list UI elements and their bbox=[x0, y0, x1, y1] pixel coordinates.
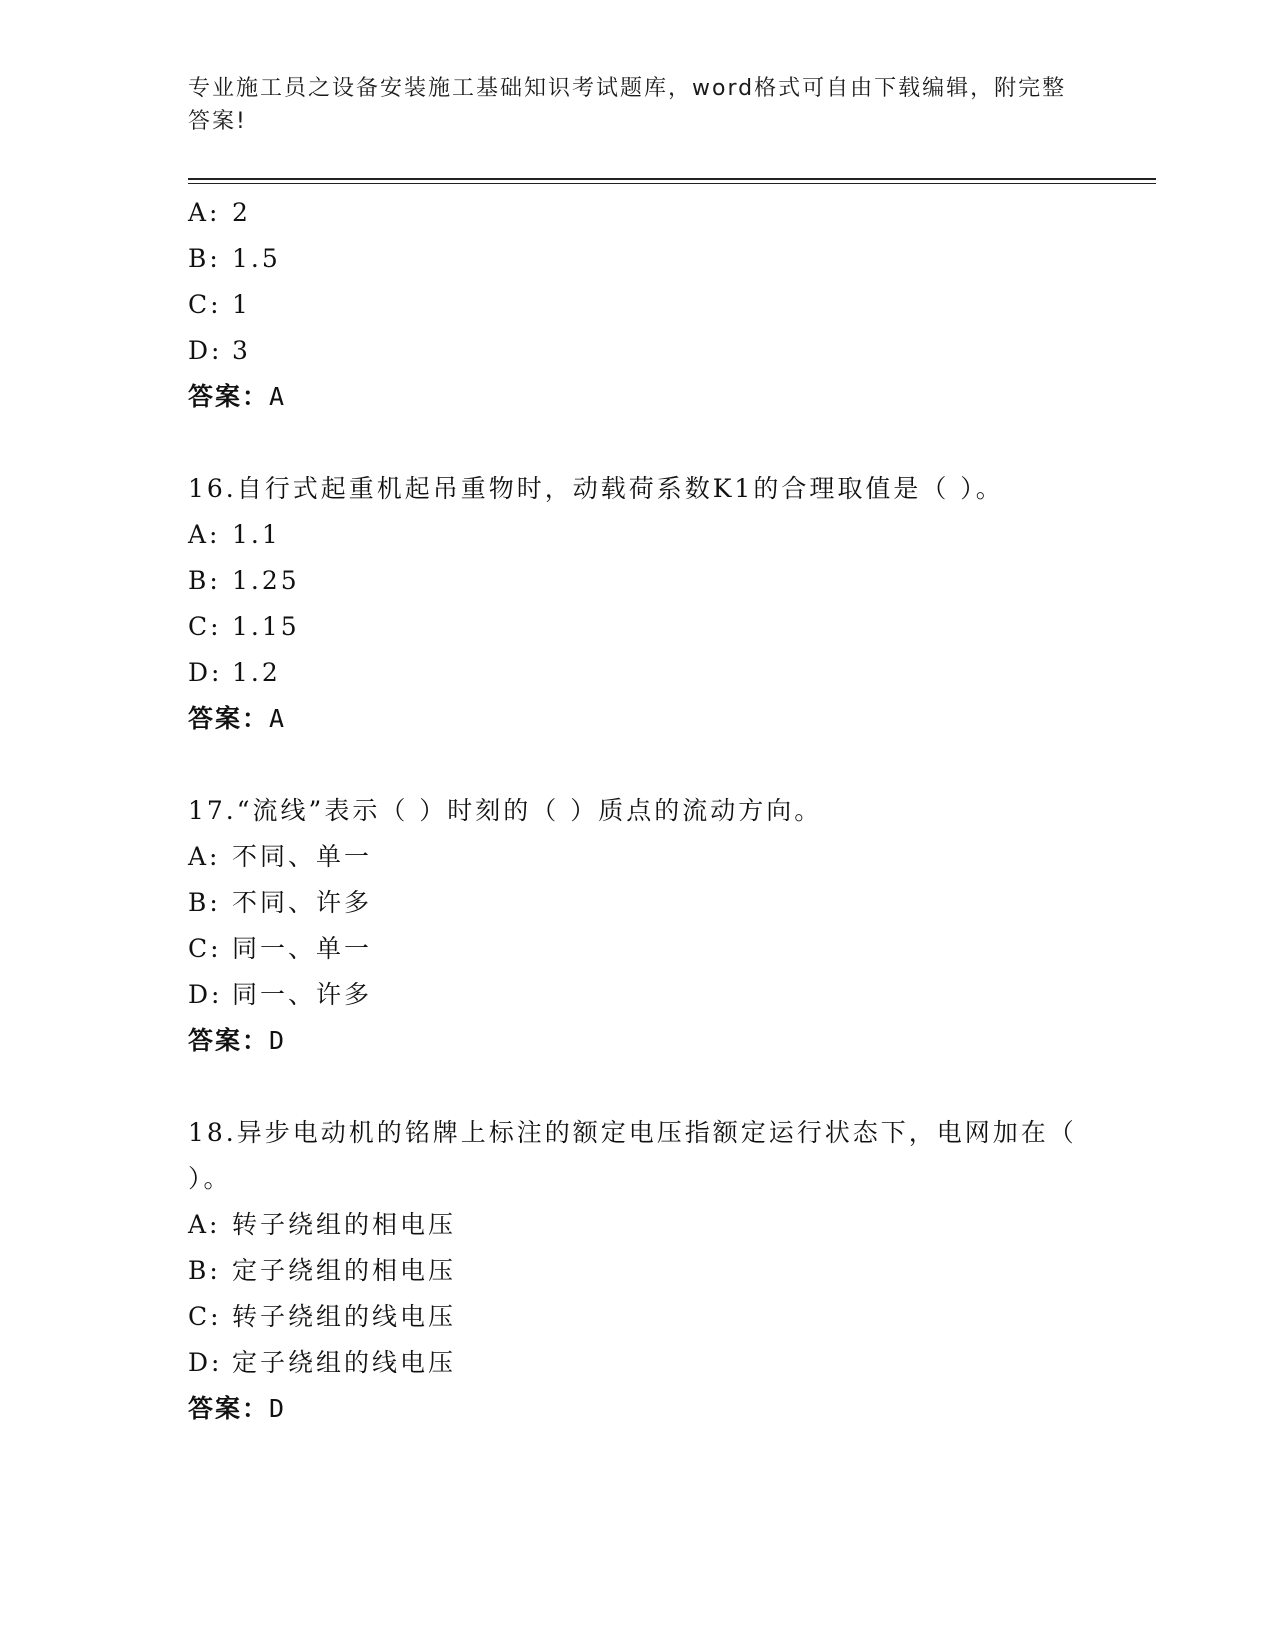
option-a bbox=[188, 190, 1088, 236]
answer-label: 答案： bbox=[188, 1026, 270, 1055]
option-text: 3 bbox=[232, 336, 251, 365]
option-letter: C: bbox=[188, 1302, 222, 1331]
option-text: 不同、许多 bbox=[232, 888, 373, 917]
answer-value: A bbox=[269, 704, 287, 733]
option-letter: A: bbox=[188, 520, 221, 549]
option-letter: A: bbox=[188, 198, 221, 227]
question-15-partial bbox=[188, 190, 1088, 420]
option-text: 定子绕组的相电压 bbox=[232, 1256, 457, 1285]
option-letter: C: bbox=[188, 290, 222, 319]
option-letter: B: bbox=[188, 244, 221, 273]
option-letter: B: bbox=[188, 566, 221, 595]
answer-line bbox=[188, 1018, 1088, 1064]
option-text: 1.2 bbox=[232, 658, 281, 687]
header-divider-thick bbox=[188, 178, 1156, 180]
option-b bbox=[188, 236, 1088, 282]
option-letter: D: bbox=[188, 658, 223, 687]
question-18 bbox=[188, 1110, 1088, 1432]
option-a bbox=[188, 1202, 1088, 1248]
option-text: 同一、许多 bbox=[232, 980, 373, 1009]
option-b bbox=[188, 558, 1088, 604]
answer-label: 答案： bbox=[188, 382, 270, 411]
option-letter: A: bbox=[188, 842, 221, 871]
option-letter: D: bbox=[188, 336, 223, 365]
option-letter: C: bbox=[188, 612, 222, 641]
option-d bbox=[188, 650, 1088, 696]
option-text: 定子绕组的线电压 bbox=[232, 1348, 457, 1377]
option-d bbox=[188, 1340, 1088, 1386]
option-c bbox=[188, 1294, 1088, 1340]
question-list bbox=[188, 190, 1088, 1432]
answer-value: A bbox=[269, 382, 287, 411]
option-letter: C: bbox=[188, 934, 222, 963]
answer-label: 答案： bbox=[188, 1394, 270, 1423]
option-text: 1.25 bbox=[232, 566, 300, 595]
option-text: 转子绕组的相电压 bbox=[232, 1210, 457, 1239]
answer-label: 答案： bbox=[188, 704, 270, 733]
option-c bbox=[188, 926, 1088, 972]
option-text: 1.15 bbox=[232, 612, 300, 641]
answer-line bbox=[188, 1386, 1088, 1432]
option-d bbox=[188, 972, 1088, 1018]
document-header: 专业施工员之设备安装施工基础知识考试题库，word格式可自由下载编辑，附完整答案! bbox=[188, 76, 1067, 134]
option-text: 同一、单一 bbox=[232, 934, 373, 963]
answer-line bbox=[188, 696, 1088, 742]
option-b bbox=[188, 1248, 1088, 1294]
option-text: 不同、单一 bbox=[232, 842, 373, 871]
option-letter: A: bbox=[188, 1210, 221, 1239]
option-d bbox=[188, 328, 1088, 374]
question-text: 17.“流线”表示（ ）时刻的（ ）质点的流动方向。 bbox=[188, 796, 823, 825]
option-letter: B: bbox=[188, 1256, 221, 1285]
header-divider-thin bbox=[188, 183, 1156, 184]
option-text: 1 bbox=[232, 290, 251, 319]
question-16 bbox=[188, 466, 1088, 742]
option-c bbox=[188, 604, 1088, 650]
option-a bbox=[188, 512, 1088, 558]
answer-line bbox=[188, 374, 1088, 420]
answer-value: D bbox=[269, 1394, 287, 1423]
option-letter: B: bbox=[188, 888, 221, 917]
option-text: 1.1 bbox=[232, 520, 281, 549]
option-a bbox=[188, 834, 1088, 880]
option-letter: D: bbox=[188, 1348, 223, 1377]
option-text: 2 bbox=[232, 198, 251, 227]
question-text: 16.自行式起重机起吊重物时，动载荷系数K1的合理取值是（ ）。 bbox=[188, 474, 1004, 503]
option-letter: D: bbox=[188, 980, 223, 1009]
answer-value: D bbox=[269, 1026, 287, 1055]
question-17 bbox=[188, 788, 1088, 1064]
option-b bbox=[188, 880, 1088, 926]
option-text: 1.5 bbox=[232, 244, 281, 273]
option-text: 转子绕组的线电压 bbox=[232, 1302, 457, 1331]
option-c bbox=[188, 282, 1088, 328]
question-text: 18.异步电动机的铭牌上标注的额定电压指额定运行状态下，电网加在（ ）。 bbox=[188, 1118, 1077, 1193]
